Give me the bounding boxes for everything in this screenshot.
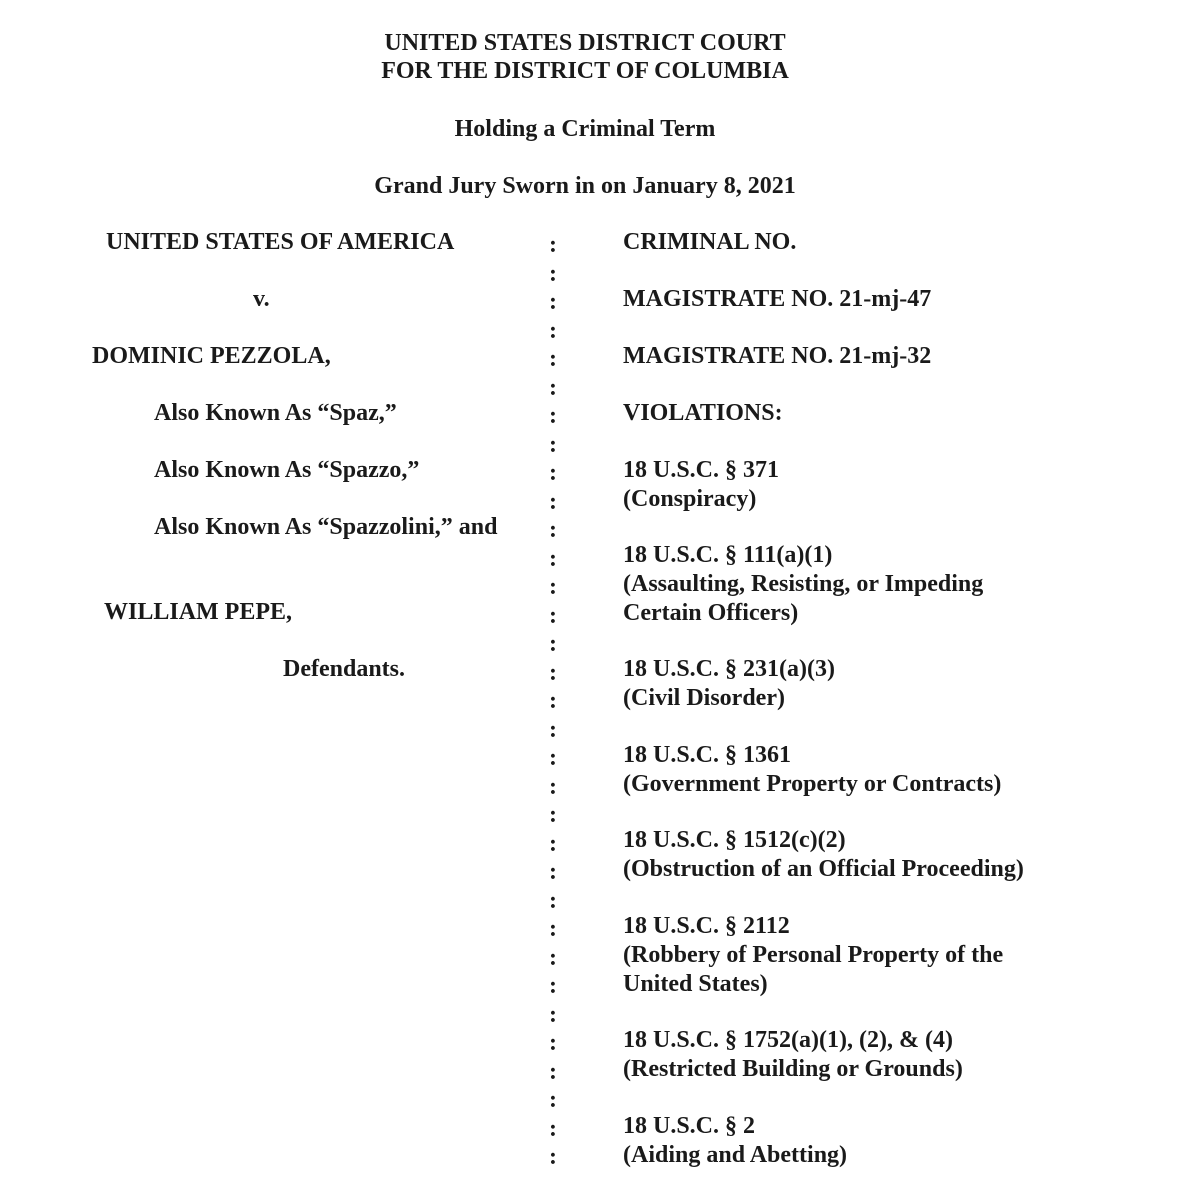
versus: v.: [253, 286, 270, 312]
separator-colon: :: [549, 574, 557, 600]
violation-statute: 18 U.S.C. § 1512(c)(2): [623, 827, 846, 853]
separator-colon: :: [549, 688, 557, 714]
violation-description: (Robbery of Personal Property of the: [623, 942, 1004, 968]
violation-description: United States): [623, 971, 768, 997]
separator-colon: :: [549, 431, 557, 458]
separator-colon: :: [549, 317, 557, 344]
separator-colon: :: [549, 545, 557, 572]
separator-colon: :: [549, 773, 557, 800]
violation-description: (Assaulting, Resisting, or Impeding: [623, 571, 984, 597]
separator-colon: :: [549, 517, 557, 543]
violation-description: (Civil Disorder): [623, 685, 785, 711]
separator-colon: :: [549, 232, 557, 258]
grand-jury-date: Grand Jury Sworn in on January 8, 2021: [374, 173, 796, 199]
criminal-term: Holding a Criminal Term: [454, 116, 716, 142]
separator-colon: :: [549, 944, 557, 971]
court-name-line-2: FOR THE DISTRICT OF COLUMBIA: [381, 58, 789, 84]
defendant-1-alias-3: Also Known As “Spazzolini,” and: [154, 514, 498, 540]
violation-statute: 18 U.S.C. § 2: [623, 1113, 756, 1139]
separator-colon: :: [549, 916, 557, 942]
separator-colon: :: [549, 1115, 557, 1142]
separator-colon: :: [549, 830, 557, 857]
separator-colon: :: [549, 1030, 557, 1056]
magistrate-number-2: MAGISTRATE NO. 21-mj-32: [623, 343, 932, 369]
separator-colon: :: [549, 659, 557, 686]
separator-colon: :: [549, 289, 557, 315]
violation-description: (Restricted Building or Grounds): [623, 1056, 963, 1082]
separator-colon: :: [549, 716, 557, 743]
violation-description: (Conspiracy): [623, 486, 757, 512]
separator-colon: :: [549, 403, 557, 429]
violation-statute: 18 U.S.C. § 231(a)(3): [623, 656, 835, 682]
court-name-line-1: UNITED STATES DISTRICT COURT: [384, 30, 786, 56]
violation-description: Certain Officers): [623, 600, 799, 626]
violation-statute: 18 U.S.C. § 111(a)(1): [623, 542, 833, 568]
separator-colon: :: [549, 802, 557, 828]
separator-colon: :: [549, 631, 557, 657]
defendant-1-alias-1: Also Known As “Spaz,”: [154, 400, 397, 426]
separator-colon: :: [549, 346, 557, 372]
magistrate-number-1: MAGISTRATE NO. 21-mj-47: [623, 286, 932, 312]
separator-colon: :: [549, 1087, 557, 1113]
violation-description: (Government Property or Contracts): [623, 771, 1002, 797]
separator-colon: :: [549, 1058, 557, 1085]
criminal-number: CRIMINAL NO.: [623, 229, 797, 255]
violation-statute: 18 U.S.C. § 1752(a)(1), (2), & (4): [623, 1027, 953, 1053]
plaintiff-name: UNITED STATES OF AMERICA: [106, 229, 455, 255]
separator-colon: :: [549, 1144, 557, 1170]
separator-colon: :: [549, 745, 557, 771]
separator-colon: :: [549, 973, 557, 999]
separator-colon: :: [549, 887, 557, 914]
violation-description: (Obstruction of an Official Proceeding): [623, 856, 1024, 882]
defendant-2-name: WILLIAM PEPE,: [104, 599, 293, 625]
violation-statute: 18 U.S.C. § 1361: [623, 742, 792, 768]
separator-colon: :: [549, 488, 557, 515]
violation-statute: 18 U.S.C. § 371: [623, 457, 780, 483]
separator-colon: :: [549, 374, 557, 401]
separator-colon: :: [549, 602, 557, 629]
separator-colon: :: [549, 859, 557, 885]
violations-label: VIOLATIONS:: [623, 400, 783, 426]
violation-statute: 18 U.S.C. § 2112: [623, 913, 790, 939]
separator-colon: :: [549, 260, 557, 287]
separator-colon: :: [549, 1001, 557, 1028]
defendant-1-name: DOMINIC PEZZOLA,: [92, 343, 331, 369]
separator-colon: :: [549, 460, 557, 486]
defendant-1-alias-2: Also Known As “Spazzo,”: [154, 457, 420, 483]
defendants-label: Defendants.: [283, 656, 406, 682]
violation-description: (Aiding and Abetting): [623, 1142, 848, 1168]
